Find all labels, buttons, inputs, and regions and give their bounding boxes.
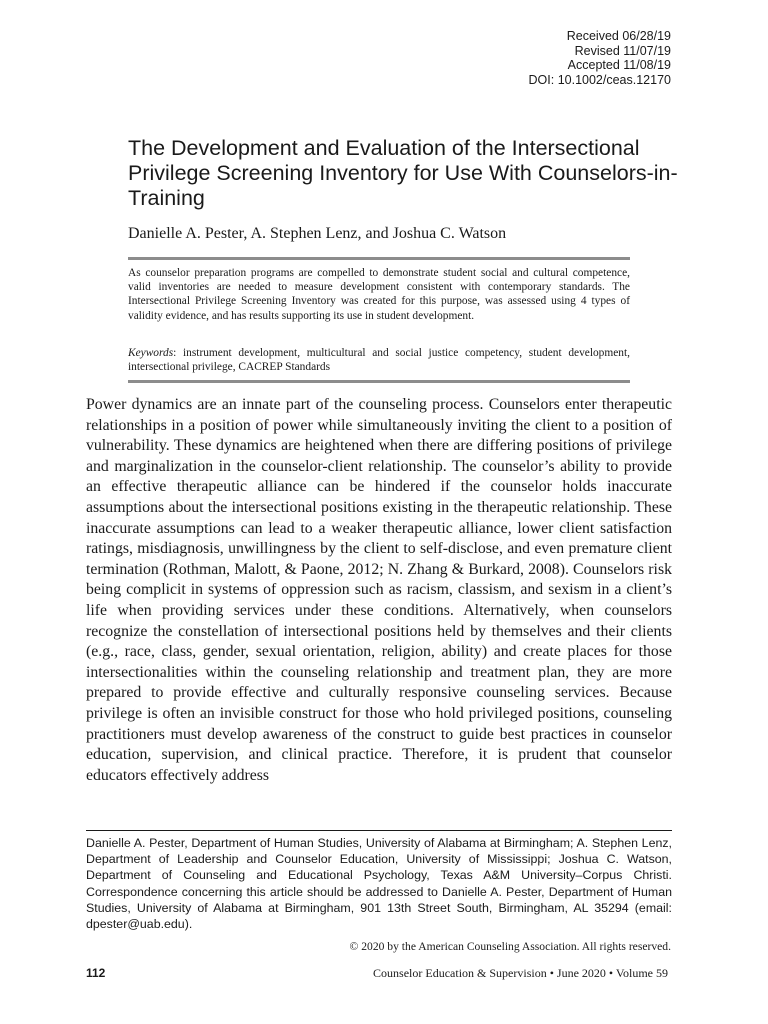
keywords-separator: : xyxy=(173,347,183,359)
keywords xyxy=(128,346,630,374)
author-list: Danielle A. Pester, A. Stephen Lenz, and Joshua C. Watson xyxy=(128,225,507,242)
body-paragraph: Power dynamics are an innate part of the counseling process. Counselors enter therapeutic relationships in a position of power while simultaneously inviting the client to a position of vulnerability. These dynamics are heightened when there are differing positions of privilege and marginalization in the counselor-client relationship. The counselor’s ability to provide an effective therapeutic alliance can be hindered if the counselor holds inaccurate assumptions about the intersectional positions existing in the therapeutic relationship. These inaccurate assumptions can lead to a weaker therapeutic alliance, lower client satisfaction ratings, misdiagnosis, unwillingness by the client to self-disclose, and even premature client termination (Rothman, Malott, & Paone, 2012; N. Zhang & Burkard, 2008). Counselors risk being complicit in systems of oppression such as racism, classism, and sexism in a client’s life when providing services under these conditions. Alternatively, when counselors recognize the constellation of intersectional positions held by themselves and their clients (e.g., race, class, gender, sexual orientation, religion, ability) and create places for those intersectionalities within the counseling relationship and treatment plan, they are more prepared to provide effective and culturally responsive counseling services. Because privilege is often an invisible construct for those who hold privileged positions, counseling practitioners must develop awareness of the construct to guide best practices in counselor education, supervision, and clinical practice. Therefore, it is prudent that counselor educators effectively address xyxy=(86,396,672,784)
abstract-text: As counselor preparation programs are compelled to demonstrate student social and cultural competence, valid inventories are needed to measure development consistent with contemporary standards. The Intersectional Privilege Screening Inventory was created for this purpose, was assessed using 4 types of validity evidence, and has results supporting its use in student development. xyxy=(128,267,630,322)
abstract xyxy=(128,266,630,323)
revised-date: Revised 11/07/19 xyxy=(574,43,671,58)
doi: DOI: 10.1002/ceas.12170 xyxy=(528,72,671,87)
accepted-date: Accepted 11/08/19 xyxy=(567,58,671,72)
keywords-text: instrument development, multicultural and social justice competency, student development, intersectional privilege, CACREP Standards xyxy=(128,347,631,374)
running-footer: Counselor Education & Supervision • June 2020 • Volume 59 xyxy=(373,966,668,980)
article-title: The Development and Evaluation of the Intersectional Privilege Screening Inventory for Use With Counselors-in-Training xyxy=(128,136,678,210)
body-text xyxy=(86,395,672,786)
received-date: Received 06/28/19 xyxy=(566,29,671,43)
footnote-rule xyxy=(86,830,672,831)
author-note xyxy=(86,835,672,932)
copyright-notice: © 2020 by the American Counseling Association. All rights reserved. xyxy=(349,940,671,953)
abstract-top-rule xyxy=(128,257,630,260)
article-history xyxy=(371,29,671,87)
page-number: 112 xyxy=(86,966,106,980)
abstract-bottom-rule xyxy=(128,380,630,383)
keywords-label: Keywords xyxy=(128,347,174,359)
author-note-text: Danielle A. Pester, Department of Human Studies, University of Alabama at Birmingham; A. Stephen Lenz, Department of Leadership and Counselor Education, University of Mississippi; Joshua C. Watson, Department of Counseling and Educational Psychology, Texas A&M University–Corpus Christi. Correspondence concerning this article should be addressed to Danielle A. Pester, Department of Human Studies, University of Alabama at Birmingham, 901 13th Street South, Birmingham, AL 35294 (email: dpester@uab.edu). xyxy=(86,836,672,932)
